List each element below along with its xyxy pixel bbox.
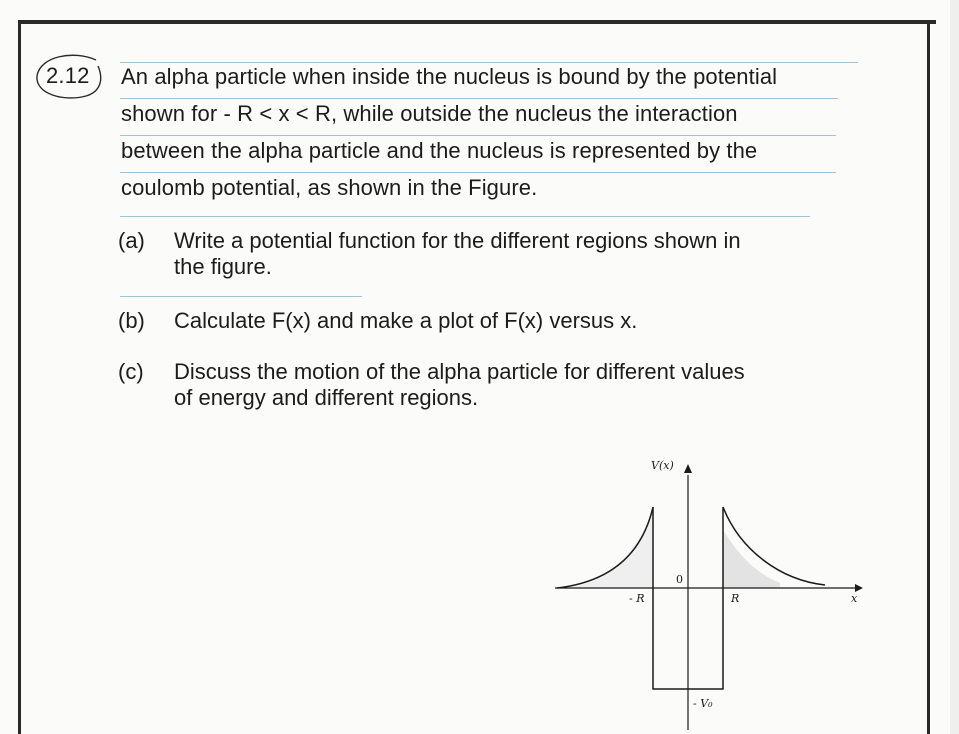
well-depth-label: - V₀	[693, 697, 713, 710]
part-c-text	[174, 359, 745, 411]
left-shaded-region	[560, 507, 653, 588]
ruled-line	[120, 62, 858, 63]
part-c-line: Discuss the motion of the alpha particle for different values	[174, 359, 745, 384]
x-axis-arrow-icon	[855, 584, 863, 592]
x-axis-label: x	[851, 592, 858, 605]
statement-line: coulomb potential, as shown in the Figure.	[121, 175, 538, 200]
ruled-line	[120, 172, 836, 173]
potential-figure	[545, 445, 875, 734]
part-c-line: of energy and different regions.	[174, 385, 479, 410]
part-a-line: the figure.	[174, 254, 272, 279]
statement-line: shown for - R < x < R, while outside the nucleus the interaction	[121, 101, 738, 126]
ruled-line	[120, 216, 810, 217]
part-a-line: Write a potential function for the different regions shown in	[174, 228, 741, 253]
part-a-text	[174, 228, 741, 280]
frame-top-rule	[18, 20, 936, 24]
problem-number: 2.12	[46, 63, 90, 88]
part-a-label: (a)	[118, 228, 145, 253]
frame-right-rule	[927, 20, 930, 734]
right-shaded-region	[723, 530, 780, 588]
ruled-line	[120, 98, 838, 99]
ruled-line	[120, 296, 362, 297]
part-b-text	[174, 308, 637, 334]
statement-line: An alpha particle when inside the nucleus is bound by the potential	[121, 64, 778, 89]
part-c-label: (c)	[118, 359, 144, 384]
page-edge	[950, 0, 959, 734]
y-axis-arrow-icon	[684, 464, 692, 473]
part-b-label: (b)	[118, 308, 145, 333]
pos-r-label: R	[731, 592, 740, 605]
y-axis-label: V(x)	[651, 459, 674, 472]
statement-line: between the alpha particle and the nucleus is represented by the	[121, 138, 758, 163]
frame-left-rule	[18, 20, 21, 734]
part-b-line: Calculate F(x) and make a plot of F(x) versus x.	[174, 308, 638, 333]
ruled-line	[120, 135, 836, 136]
neg-r-label: - R	[629, 592, 645, 605]
origin-label: 0	[676, 573, 683, 586]
